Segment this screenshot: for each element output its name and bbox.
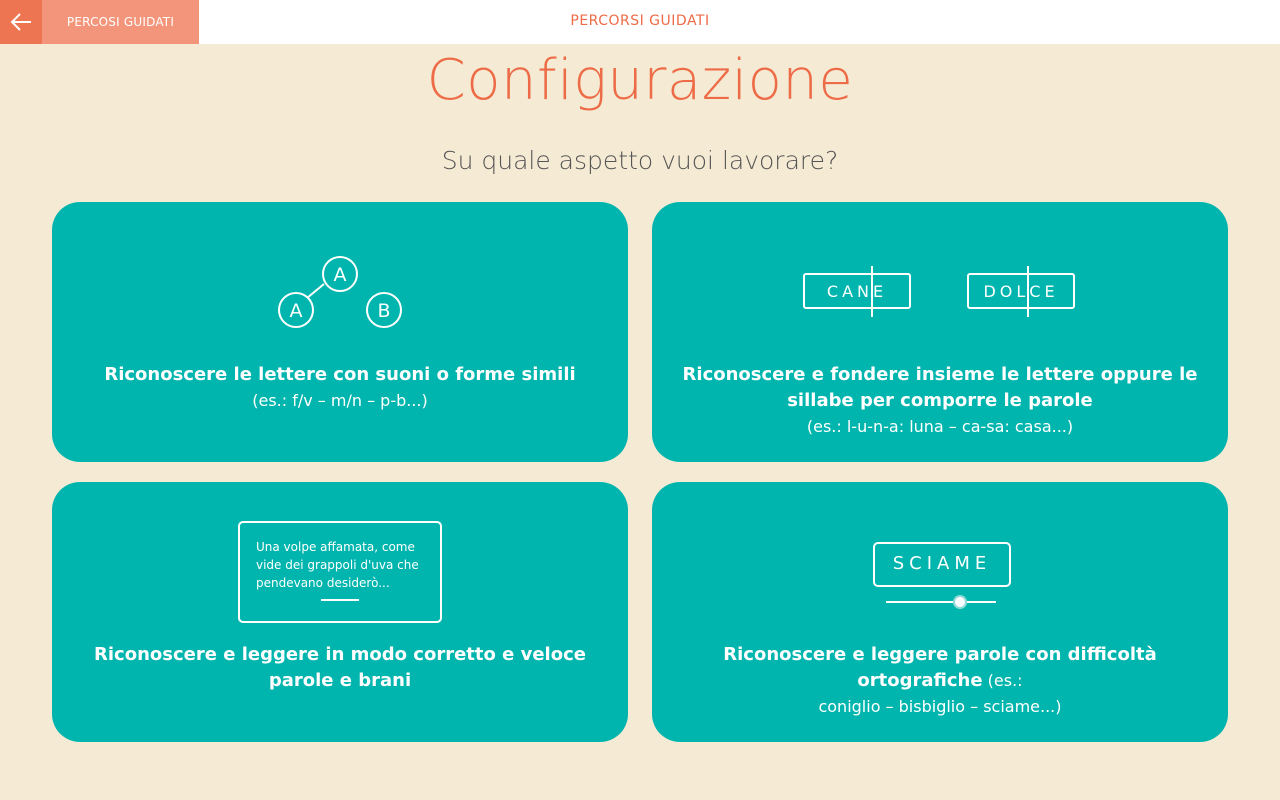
card-description <box>672 642 1208 720</box>
card-description <box>672 362 1208 440</box>
card-description <box>72 642 608 694</box>
icon-letter: A <box>333 264 347 286</box>
excerpt-line: pendevano desiderò... <box>256 576 390 590</box>
word-split-icon <box>802 264 1092 320</box>
excerpt-line: vide dei grappoli d'uva che <box>256 558 419 572</box>
page-question: Su quale aspetto vuoi lavorare? <box>441 146 839 175</box>
back-button[interactable] <box>0 0 42 44</box>
breadcrumb-button[interactable]: PERCOSI GUIDATI <box>42 0 199 44</box>
arrow-left-icon <box>10 13 32 31</box>
page-title: Configurazione <box>426 48 854 113</box>
icon-word-sciame: SCIAME <box>892 553 992 574</box>
option-card-spelling[interactable] <box>652 482 1228 742</box>
text-excerpt <box>256 538 419 592</box>
top-bar <box>0 0 1280 44</box>
card-example: (es.: l-u-n-a: luna – ca-sa: casa...) <box>806 417 1074 436</box>
option-card-letters[interactable] <box>52 202 628 462</box>
card-title: Riconoscere e leggere parole con difficoltà ortografiche <box>723 644 1157 691</box>
option-card-reading[interactable] <box>52 482 628 742</box>
letter-graph-icon <box>270 254 410 334</box>
icon-word-dolce: DOLCE <box>983 282 1059 301</box>
word-slider-icon <box>870 540 1020 610</box>
icon-letter: B <box>377 300 391 322</box>
icon-letter: A <box>289 300 303 322</box>
card-example: coniglio – bisbiglio – sciame...) <box>818 697 1062 716</box>
card-title: Riconoscere e leggere in modo corretto e veloce parole e brani <box>94 644 586 691</box>
card-example: (es.: f/v – m/n – p-b...) <box>252 391 428 410</box>
icon-word-cane: CANE <box>826 282 888 301</box>
card-title: Riconoscere le lettere con suoni o forme simili <box>104 364 576 385</box>
card-example: (es.: <box>982 671 1023 690</box>
card-description <box>72 362 608 414</box>
card-title: Riconoscere e fondere insieme le lettere oppure le sillabe per comporre le parole <box>682 364 1198 411</box>
topbar-title: PERCORSI GUIDATI <box>570 13 710 29</box>
option-card-blending[interactable] <box>652 202 1228 462</box>
excerpt-line: Una volpe affamata, come <box>256 540 415 554</box>
